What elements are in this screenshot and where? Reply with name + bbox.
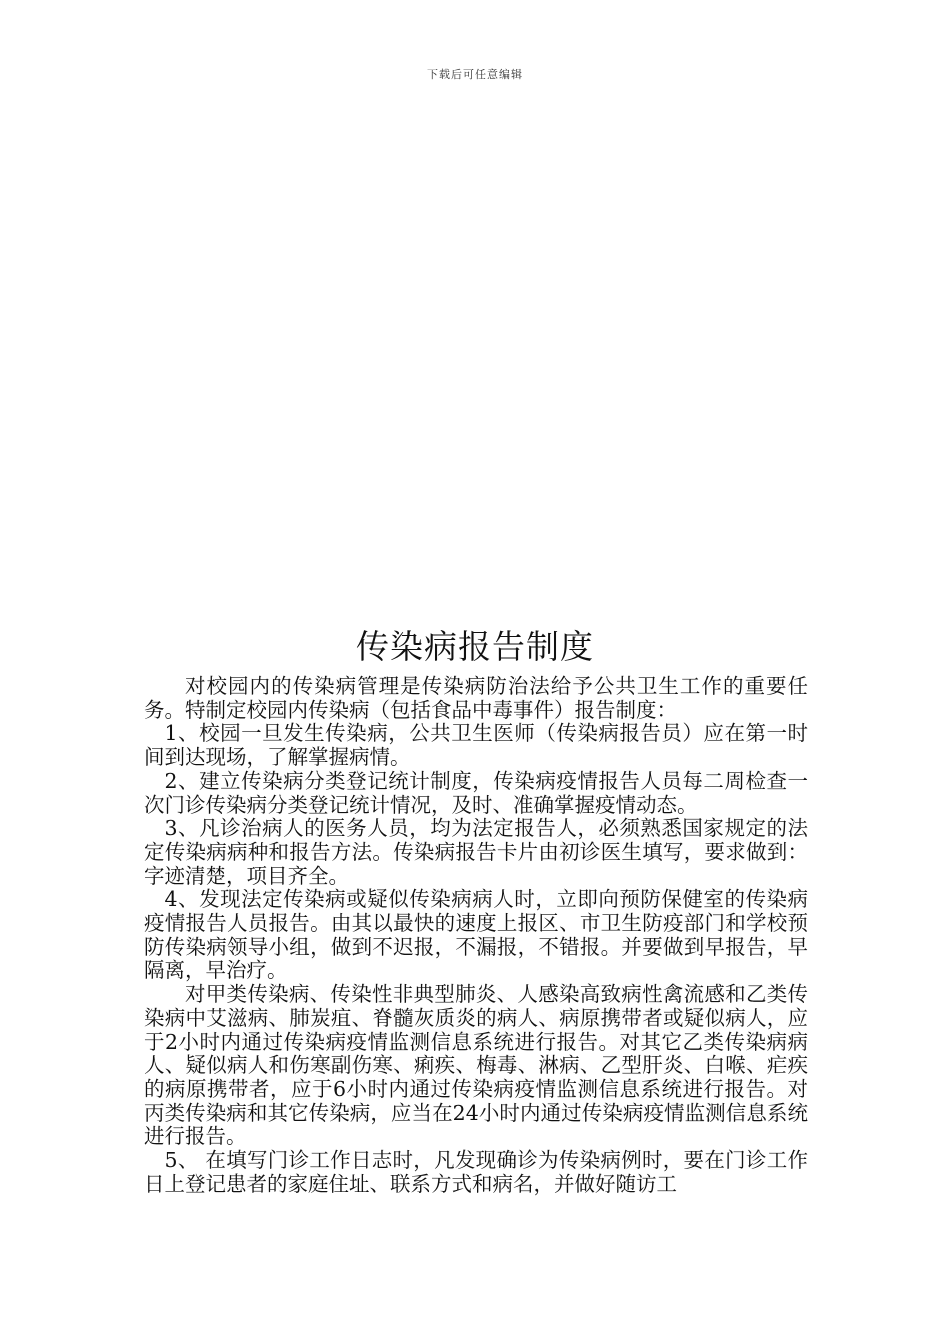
document-title: 传染病报告制度 [356, 627, 594, 666]
paragraph-item-1: 1、校园一旦发生传染病，公共卫生医师（传染病报告员）应在第一时间到达现场，了解掌握病情。 [144, 721, 808, 770]
document-body [144, 675, 808, 1196]
paragraph-item-4: 4、发现法定传染病或疑似传染病病人时，立即向预防保健室的传染病疫情报告人员报告。由其以最快的速度上报区、市卫生防疫部门和学校预防传染病领导小组，做到不迟报，不漏报，不错报。并要做到早报告，早隔离，早治疗。 [144, 887, 808, 983]
paragraph-item-2: 2、建立传染病分类登记统计制度，传染病疫情报告人员每二周检查一次门诊传染病分类登记统计情况，及时、准确掌握疫情动态。 [144, 768, 808, 817]
paragraph-item-3: 3、凡诊治病人的医务人员，均为法定报告人，必须熟悉国家规定的法定传染病病种和报告方法。传染病报告卡片由初诊医生填写，要求做到：字迹清楚，项目齐全。 [144, 816, 808, 888]
paragraph-item-5: 5、 在填写门诊工作日志时，凡发现确诊为传染病例时，要在门诊工作日上登记患者的家庭住址、联系方式和病名，并做好随访工 [144, 1148, 808, 1196]
page-header-note: 下载后可任意编辑 [427, 68, 523, 81]
paragraph-reporting-deadlines: 对甲类传染病、传染性非典型肺炎、人感染高致病性禽流感和乙类传染病中艾滋病、肺炭疽、脊髓灰质炎的病人、病原携带者或疑似病人，应于2小时内通过传染病疫情监测信息系统进行报告。对其它乙类传染病病人、疑似病人和伤寒副伤寒、痢疾、梅毒、淋病、乙型肝炎、白喉、疟疾的病原携带者，应于6小时内通过传染病疫情监测信息系统进行报告。对丙类传染病和其它传染病，应当在24小时内通过传染病疫情监测信息系统进行报告。 [144, 982, 808, 1149]
paragraph-intro: 对校园内的传染病管理是传染病防治法给予公共卫生工作的重要任务。特制定校园内传染病（包括食品中毒事件）报告制度： [144, 674, 808, 722]
